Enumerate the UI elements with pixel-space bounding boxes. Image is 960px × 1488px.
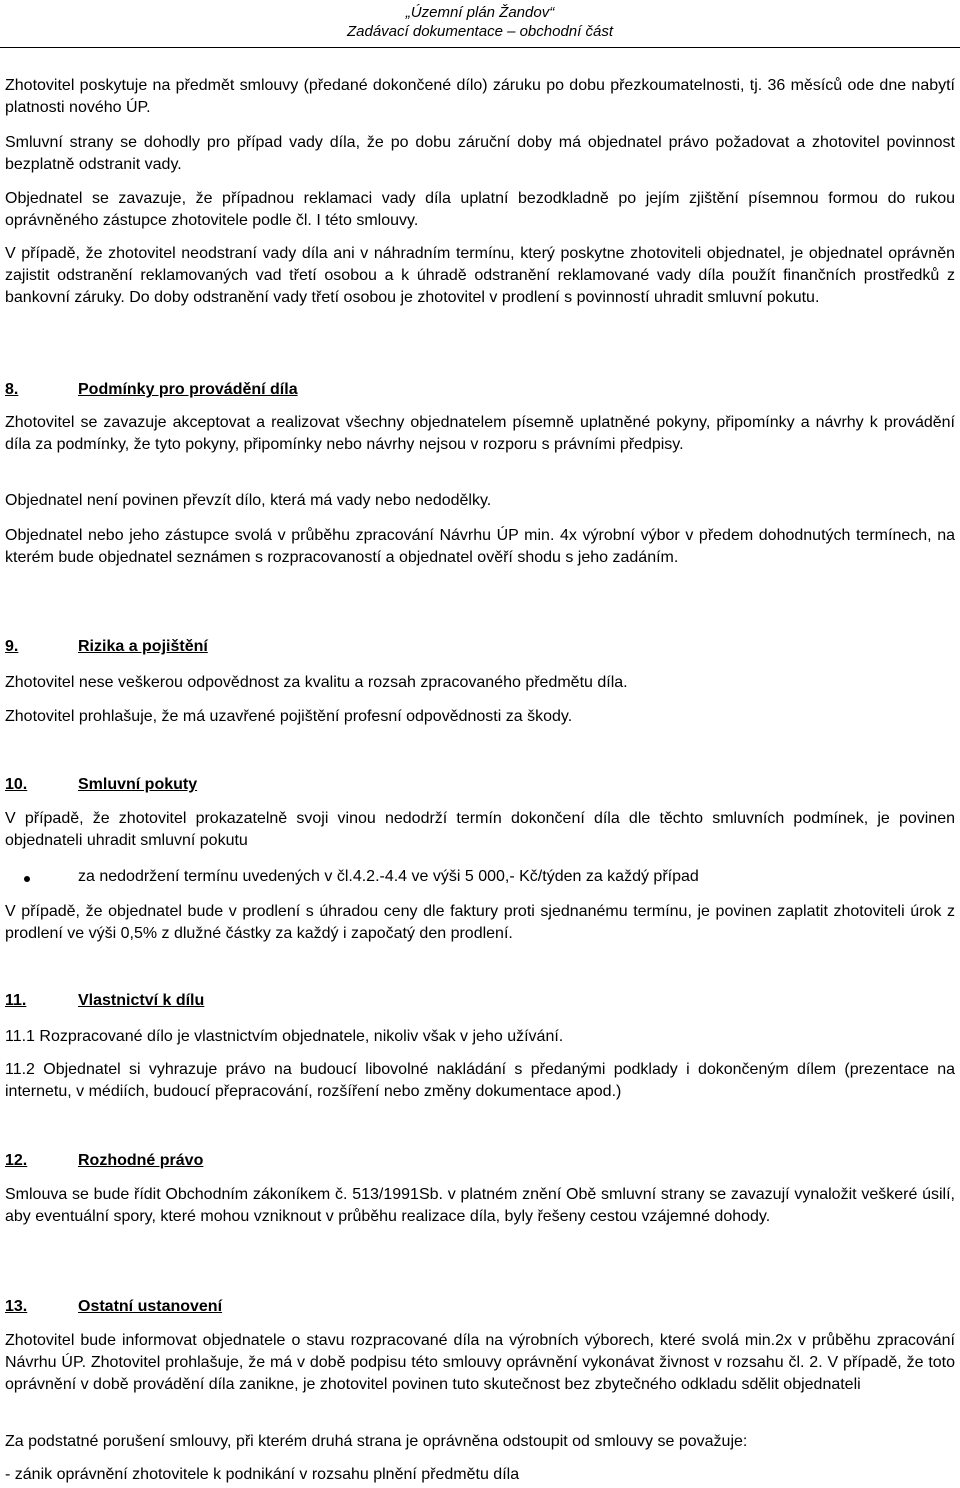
section-11-heading xyxy=(5,990,204,1012)
section-title: Rizika a pojištění xyxy=(78,638,208,655)
section-8-paragraph-1: Zhotovitel se zavazuje akceptovat a realizovat všechny objednatelem písemně uplatněné pokyny, připomínky a návrhy k provádění díla za podmínky, že tyto pokyny, připomínky nebo návrhy nejsou v rozporu s právními předpisy. xyxy=(5,414,955,453)
intro-paragraph-3: Objednatel se zavazuje, že případnou reklamaci vady díla uplatní bezodkladně po jejím zjištění písemnou formou do rukou oprávněného zástupce zhotovitele podle čl. I této smlouvy. xyxy=(5,190,955,229)
intro-paragraph-4: V případě, že zhotovitel neodstraní vady díla ani v náhradním termínu, který poskytne zhotoviteli objednatel, je objednatel oprávněn zajistit odstranění reklamovaných vad třetí osobou a k úhradě odstranění reklamované vady díla použít finančních prostředků z bankovní záruky. Do doby odstranění vady třetí osobou je zhotovitel v prodlení s povinností uhradit smluvní pokutu. xyxy=(5,245,955,306)
section-number: 13. xyxy=(5,1298,28,1315)
section-13-paragraph-3: - zánik oprávnění zhotovitele k podnikání v rozsahu plnění předmětu díla xyxy=(5,1466,520,1483)
section-10-bullet xyxy=(5,866,955,888)
section-number: 11. xyxy=(5,992,27,1009)
header-subtitle: Zadávací dokumentace – obchodní část xyxy=(346,23,613,40)
section-11-paragraph-2: 11.2 Objednatel si vyhrazuje právo na budoucí libovolné nakládání s předanými podklady i dokončeným dílem (prezentace na internetu, v médiích, budoucí přepracování, rozšíření nebo změny dokumentace apod.) xyxy=(5,1061,955,1100)
section-8-paragraph-3: Objednatel nebo jeho zástupce svolá v průběhu zpracování Návrhu ÚP min. 4x výrobní výbor v předem dohodnutých termínech, na kterém bude objednatel seznámen s rozpracovaností a objednatel ověří shodu s jeho zadáním. xyxy=(5,527,955,566)
section-12-paragraph-1: Smlouva se bude řídit Obchodním zákoníkem č. 513/1991Sb. v platném znění Obě smluvní strany se zavazují vynaložit veškeré úsilí, aby eventuální spory, které mohou vzniknout v průběhu realizace díla, byly řešeny cestou vzájemné dohody. xyxy=(5,1186,955,1225)
section-9-paragraph-1: Zhotovitel nese veškerou odpovědnost za kvalitu a rozsah zpracovaného předmětu díla. xyxy=(5,674,628,691)
intro-paragraph-2: Smluvní strany se dohodly pro případ vady díla, že po dobu záruční doby má objednatel právo požadovat a zhotovitel povinnost bezplatně odstranit vady. xyxy=(5,134,955,173)
section-10-heading xyxy=(5,774,197,796)
section-13-paragraph-1: Zhotovitel bude informovat objednatele o stavu rozpracované díla na výrobních výborech, které svolá min.2x v průběhu zpracování Návrhu ÚP. Zhotovitel prohlašuje, že má v době podpisu této smlouvy oprávnění vykonávat živnost v rozsahu čl. 2. V případě, že toto oprávnění v době provádění díla zanikne, je zhotovitel povinen tuto skutečnost bez zbytečného odkladu sdělit objednateli xyxy=(5,1332,955,1393)
section-title: Podmínky pro provádění díla xyxy=(78,381,298,398)
section-number: 8. xyxy=(5,381,19,398)
section-title: Smluvní pokuty xyxy=(78,776,198,793)
header-rule xyxy=(0,47,960,48)
section-12-heading xyxy=(5,1150,203,1172)
section-number: 10. xyxy=(5,776,28,793)
section-title: Rozhodné právo xyxy=(78,1152,204,1169)
section-number: 12. xyxy=(5,1152,28,1169)
bullet-dot-icon xyxy=(24,876,30,882)
section-number: 9. xyxy=(5,638,19,655)
section-9-paragraph-2: Zhotovitel prohlašuje, že má uzavřené pojištění profesní odpovědnosti za škody. xyxy=(5,708,573,725)
section-8-paragraph-2: Objednatel není povinen převzít dílo, která má vady nebo nedodělky. xyxy=(5,492,492,509)
section-8-heading xyxy=(5,379,298,401)
section-10-paragraph-1: V případě, že zhotovitel prokazatelně svoji vinou nedodrží termín dokončení díla dle těchto smluvních podmínek, je povinen objednateli uhradit smluvní pokutu xyxy=(5,810,955,849)
header-title: „Územní plán Žandov“ xyxy=(405,4,555,21)
section-title: Ostatní ustanovení xyxy=(78,1298,223,1315)
section-13-heading xyxy=(5,1296,222,1318)
section-10-paragraph-2: V případě, že objednatel bude v prodlení s úhradou ceny dle faktury proti sjednanému termínu, je povinen zaplatit zhotoviteli úrok z prodlení ve výši 0,5% z dlužné částky za každý i započatý den prodlení. xyxy=(5,903,955,942)
page-header xyxy=(0,3,960,41)
section-13-paragraph-2: Za podstatné porušení smlouvy, při kterém druhá strana je oprávněna odstoupit od smlouvy se považuje: xyxy=(5,1433,748,1450)
section-9-heading xyxy=(5,636,208,658)
section-title: Vlastnictví k dílu xyxy=(78,992,205,1009)
section-11-paragraph-1: 11.1 Rozpracované dílo je vlastnictvím objednatele, nikoliv však v jeho užívání. xyxy=(5,1028,564,1045)
bullet-text: za nedodržení termínu uvedených v čl.4.2.-4.4 ve výši 5 000,- Kč/týden za každý případ xyxy=(78,868,699,885)
intro-paragraph-1: Zhotovitel poskytuje na předmět smlouvy (předané dokončené dílo) záruku po dobu přezkoumatelnosti, tj. 36 měsíců ode dne nabytí platnosti nového ÚP. xyxy=(5,77,955,116)
